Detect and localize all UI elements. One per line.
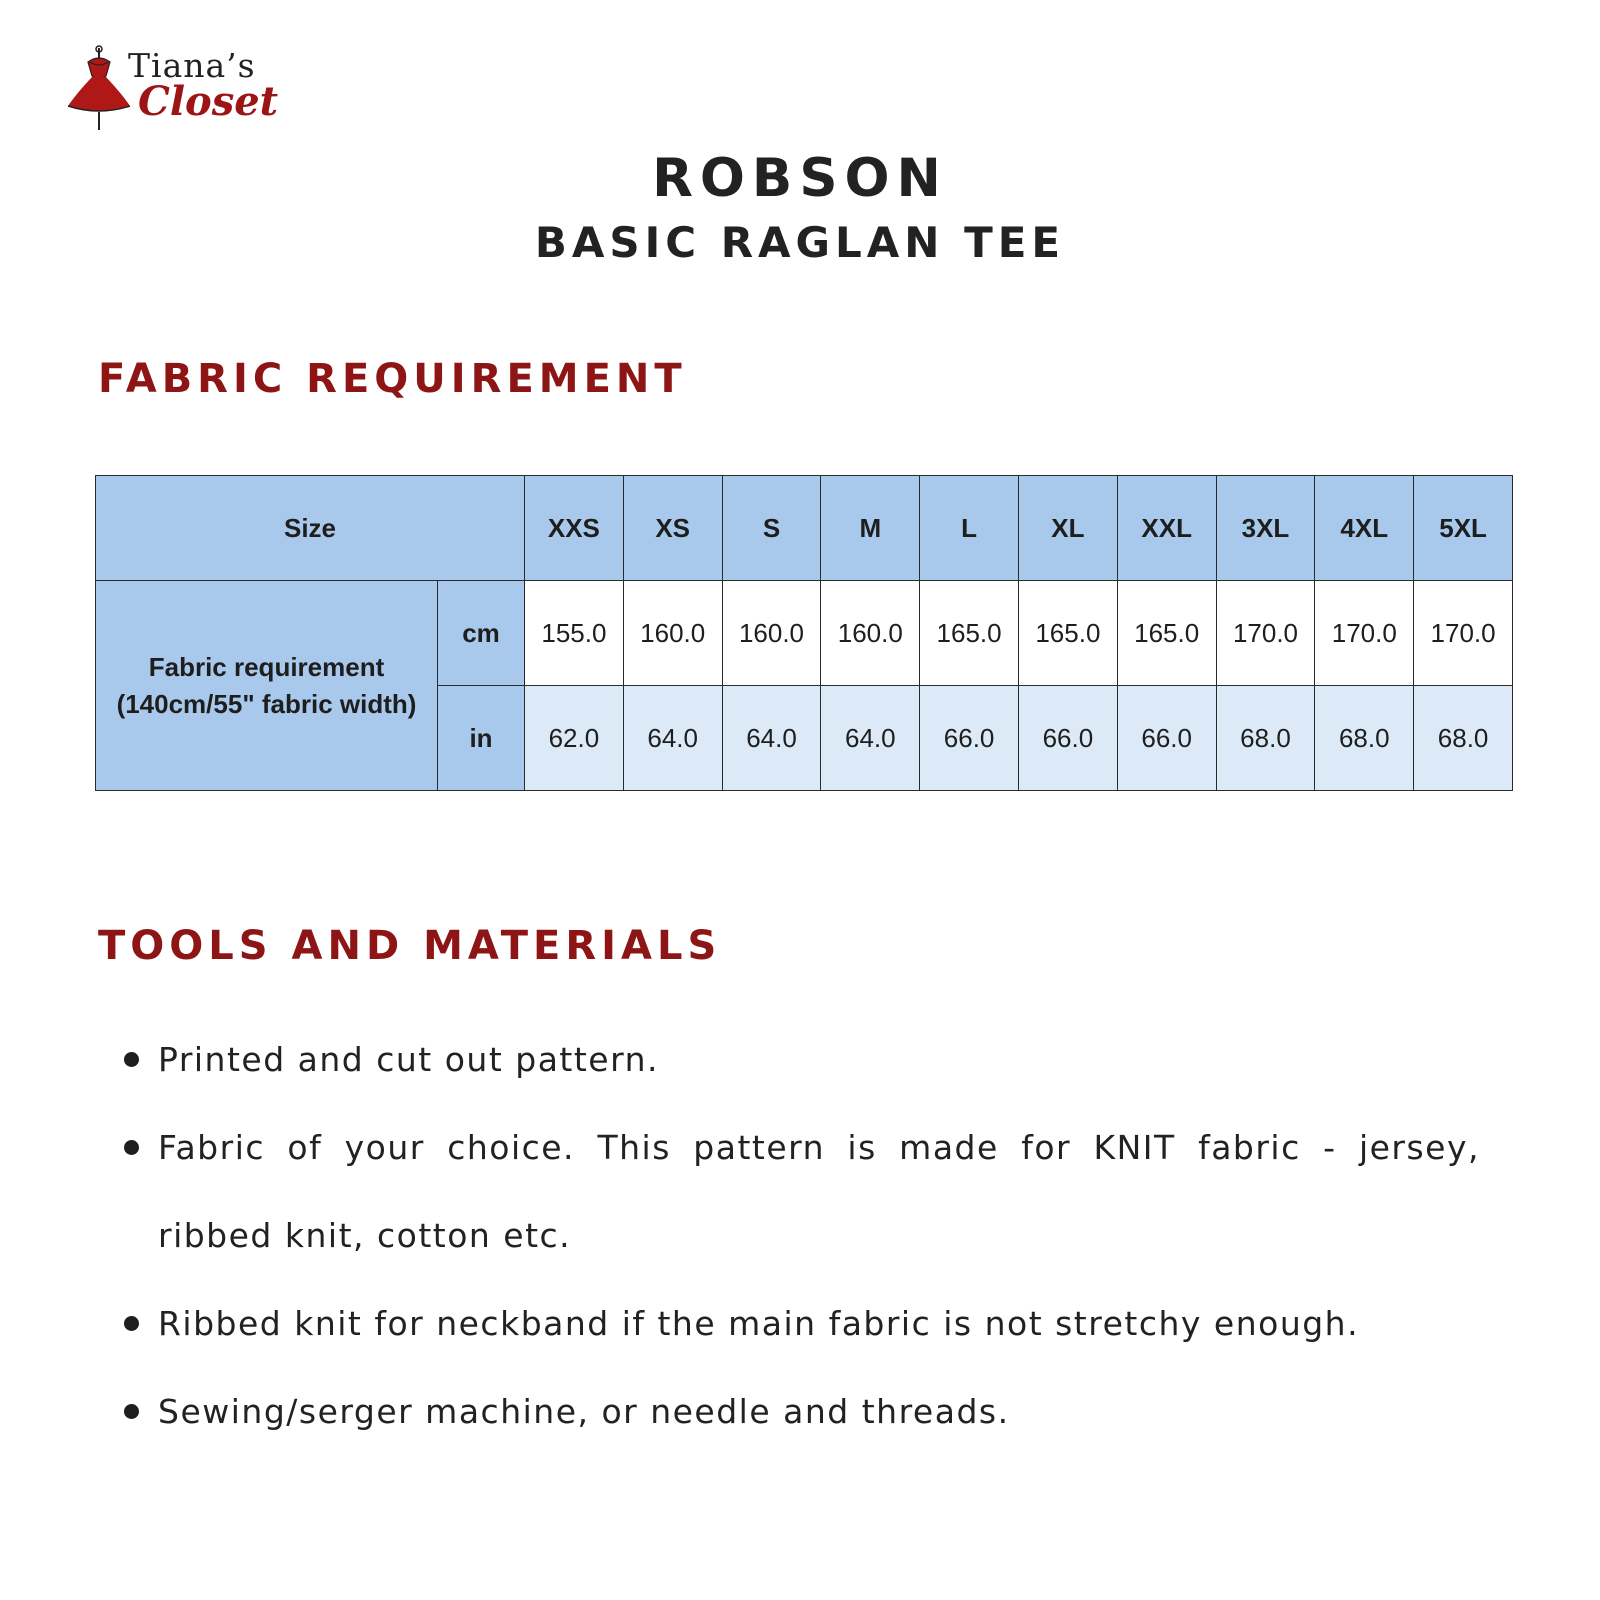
bullet-icon [124,1404,139,1419]
bullet-icon [124,1140,139,1155]
fabric-requirement-label [96,581,438,791]
size-l: L [920,476,1019,581]
cm-value-3xl: 170.0 [1216,581,1315,686]
brand-logo [66,44,279,134]
in-value-s: 64.0 [722,686,821,791]
list-item [120,1104,1480,1280]
size-5xl: 5XL [1414,476,1513,581]
list-item-text: Fabric of your choice. This pattern is made for KNIT fabric - jersey, ribbed knit, cotton etc. [158,1128,1480,1255]
cm-value-xxl: 165.0 [1117,581,1216,686]
fabric-requirement-label-line2: (140cm/55" fabric width) [116,688,417,719]
cm-value-m: 160.0 [821,581,920,686]
fabric-requirement-label-line1: Fabric requirement [148,651,385,682]
size-xs: XS [623,476,722,581]
in-value-3xl: 68.0 [1216,686,1315,791]
tools-materials-heading: TOOLS AND MATERIALS [98,923,722,969]
size-xxs: XXS [525,476,624,581]
in-value-xl: 66.0 [1018,686,1117,791]
brand-name-line2: Closet [138,78,279,125]
size-s: S [722,476,821,581]
in-value-xxs: 62.0 [525,686,624,791]
page-subtitle: BASIC RAGLAN TEE [534,218,1066,267]
tools-list [120,1016,1480,1456]
bullet-icon [124,1316,139,1331]
cm-value-s: 160.0 [722,581,821,686]
page-title: ROBSON [652,148,948,209]
in-value-5xl: 68.0 [1414,686,1513,791]
in-value-m: 64.0 [821,686,920,791]
size-3xl: 3XL [1216,476,1315,581]
fabric-requirement-heading: FABRIC REQUIREMENT [98,356,687,402]
cm-unit-label: cm [438,581,525,686]
size-m: M [821,476,920,581]
dress-form-icon [66,44,136,134]
list-item [120,1280,1480,1368]
in-unit-label: in [438,686,525,791]
cm-value-5xl: 170.0 [1414,581,1513,686]
list-item-text: Printed and cut out pattern. [158,1040,659,1079]
list-item-text: Ribbed knit for neckband if the main fabric is not stretchy enough. [158,1304,1360,1343]
cm-row [96,581,1513,686]
cm-value-xxs: 155.0 [525,581,624,686]
size-xl: XL [1018,476,1117,581]
in-value-xs: 64.0 [623,686,722,791]
cm-value-4xl: 170.0 [1315,581,1414,686]
size-header: Size [96,476,525,581]
size-4xl: 4XL [1315,476,1414,581]
cm-value-xl: 165.0 [1018,581,1117,686]
cm-value-xs: 160.0 [623,581,722,686]
fabric-requirement-table [95,475,1513,791]
list-item-text: Sewing/serger machine, or needle and threads. [158,1392,1010,1431]
in-value-4xl: 68.0 [1315,686,1414,791]
bullet-icon [124,1052,139,1067]
cm-value-l: 165.0 [920,581,1019,686]
size-header-row [96,476,1513,581]
brand-name-line1: Tiana’s [128,46,256,85]
in-value-xxl: 66.0 [1117,686,1216,791]
size-xxl: XXL [1117,476,1216,581]
list-item [120,1368,1480,1456]
list-item [120,1016,1480,1104]
in-value-l: 66.0 [920,686,1019,791]
